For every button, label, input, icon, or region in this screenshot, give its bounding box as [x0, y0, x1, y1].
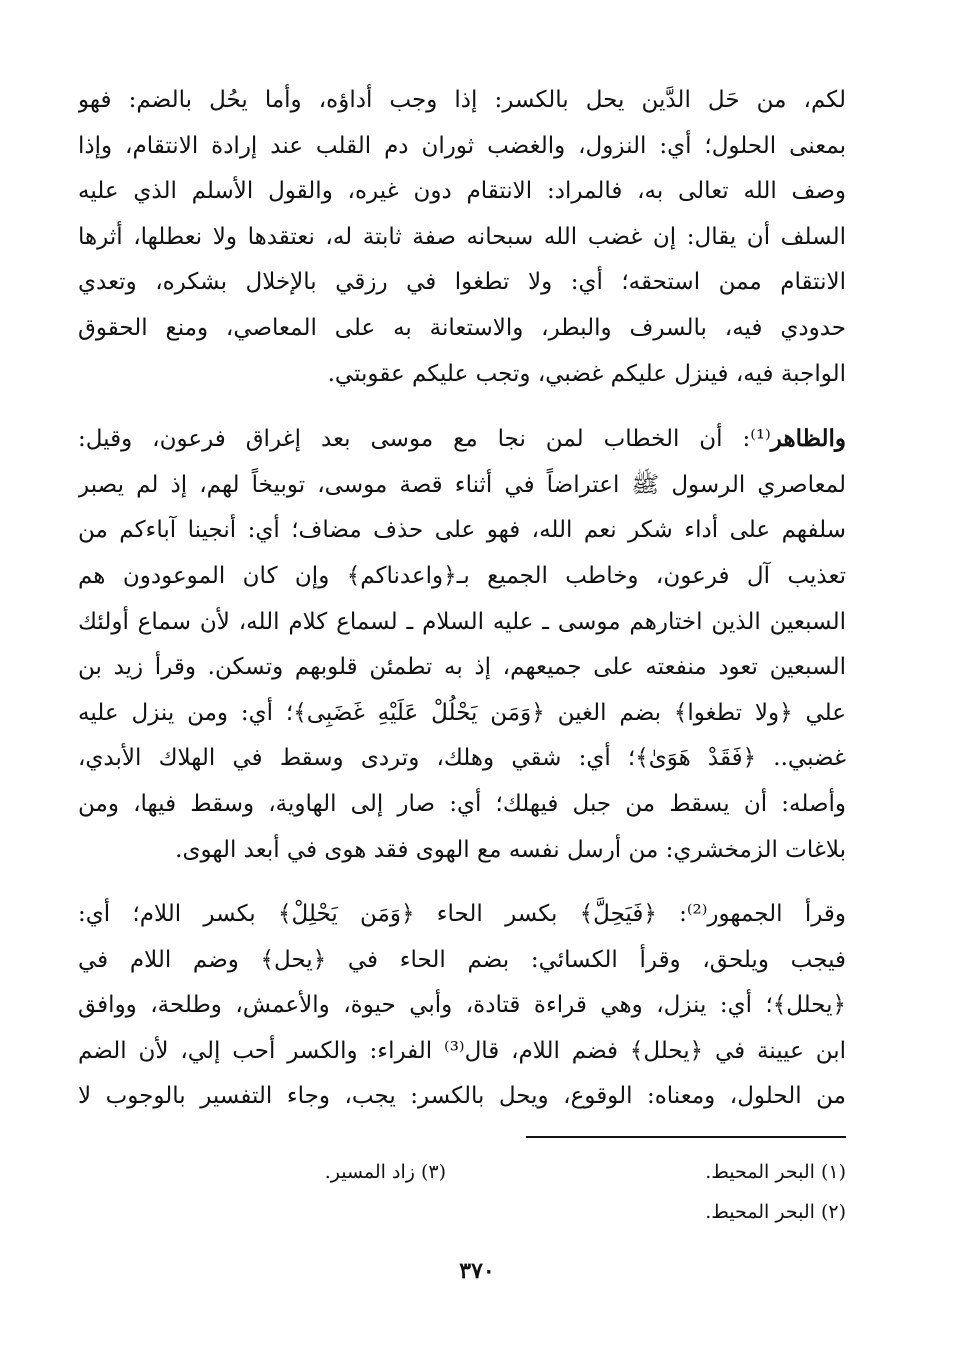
paragraph-3 [78, 892, 846, 1120]
text-line: السبعين الذين اختارهم موسى ـ عليه السلام ـ لسماع كلام الله، لأن سماع أولئك [78, 608, 846, 635]
text-line: السبعين تعود منفعته على جميعهم، إذ به تطمئن قلوبهم وتسكن. وقرأ زيد بن [78, 654, 846, 681]
text-line: وقرأ الجمهور⁽²⁾: ﴿فَيَحِلَّ﴾ بكسر الحاء ﴿وَمَن يَحْلِلْ﴾ بكسر اللام؛ أي: [78, 901, 846, 928]
footnote-2: (٢) البحر المحيط. [705, 1201, 846, 1223]
text-line: الواجبة فيه، فينزل عليكم غضبي، وتجب عليكم عقوبتي. [327, 360, 846, 387]
page-body [78, 78, 846, 1120]
text-line: لمعاصري الرسول ﷺ اعتراضاً في أثناء قصة موسى، توبيخاً لهم، إذ لم يصبر [78, 471, 846, 498]
footnote-separator [526, 1136, 846, 1138]
text-line: من الحلول، ومعناه: الوقوع، ويحل بالكسر: يجب، وجاء التفسير بالوجوب لا [78, 1083, 846, 1110]
page-number: ٣٧٠ [459, 1258, 495, 1284]
text-line: فيجب ويلحق، وقرأ الكسائي: بضم الحاء في ﴿يحل﴾ وضم اللام في [78, 946, 846, 973]
text-line: بمعنى الحلول؛ أي: النزول، والغضب ثوران دم القلب عند إرادة الانتقام، وإذا [78, 132, 846, 159]
footnote-3: (٣) زاد المسير. [324, 1161, 446, 1183]
text-line: الانتقام ممن استحقه؛ أي: ولا تطغوا في رزقي بالإخلال بشكره، وتعدي [78, 269, 846, 296]
text-line: وصف الله تعالى به، فالمراد: الانتقام دون غيره، والقول الأسلم الذي عليه [78, 178, 846, 205]
text-fragment: ⁽¹⁾: أن الخطاب لمن نجا مع موسى بعد إغراق فرعون، وقيل: [78, 426, 771, 453]
text-line: وأصله: أن يسقط من جبل فيهلك؛ أي: صار إلى الهاوية، وسقط فيها، ومن [78, 790, 846, 817]
footnote-1: (١) البحر المحيط. [705, 1161, 846, 1183]
paragraph-2 [78, 416, 846, 873]
footnote-row [78, 1192, 846, 1232]
paragraph-lead-word: والظاهر [770, 425, 846, 453]
footnote-row [78, 1152, 846, 1192]
text-line: حدودي فيه، بالسرف والبطر، والاستعانة به على المعاصي، ومنع الحقوق [78, 314, 846, 341]
text-line: تعذيب آل فرعون، وخاطب الجميع بـ﴿واعدناكم﴾ وإن كان الموعودون هم [78, 562, 846, 589]
paragraph-1 [78, 78, 846, 397]
text-line: سلفهم على أداء شكر نعم الله، فهو على حذف مضاف؛ أي: أنجينا آباءكم من [78, 517, 846, 544]
text-line [78, 416, 846, 463]
text-line: علي ﴿ولا تطغوا﴾ بضم الغين ﴿وَمَن يَحْلُلْ عَلَيْهِ غَضَبِى﴾؛ أي: ومن ينزل عليه [78, 699, 846, 726]
text-line: غضبي.. ﴿فَقَدْ هَوَىٰ﴾؛ أي: شقي وهلك، وتردى وسقط في الهلاك الأبدي، [78, 745, 846, 772]
text-line: ﴿يحلل﴾؛ أي: ينزل، وهي قراءة قتادة، وأبي حيوة، والأعمش، وطلحة، ووافق [78, 992, 846, 1019]
text-line: ابن عيينة في ﴿يحلل﴾ فضم اللام، قال⁽³⁾ الفراء: والكسر أحب إلي، لأن الضم [78, 1037, 846, 1064]
text-line: بلاغات الزمخشري: من أرسل نفسه مع الهوى فقد هوى في أبعد الهوى. [175, 836, 846, 863]
text-line: لكم، من حَل الدَّين يحل بالكسر: إذا وجب أداؤه، وأما يحُل بالضم: فهو [78, 87, 846, 113]
text-line: السلف أن يقال: إن غضب الله سبحانه صفة ثابتة له، نعتقدها ولا نعطلها، أثرها [78, 223, 846, 250]
footnotes [78, 1152, 846, 1232]
